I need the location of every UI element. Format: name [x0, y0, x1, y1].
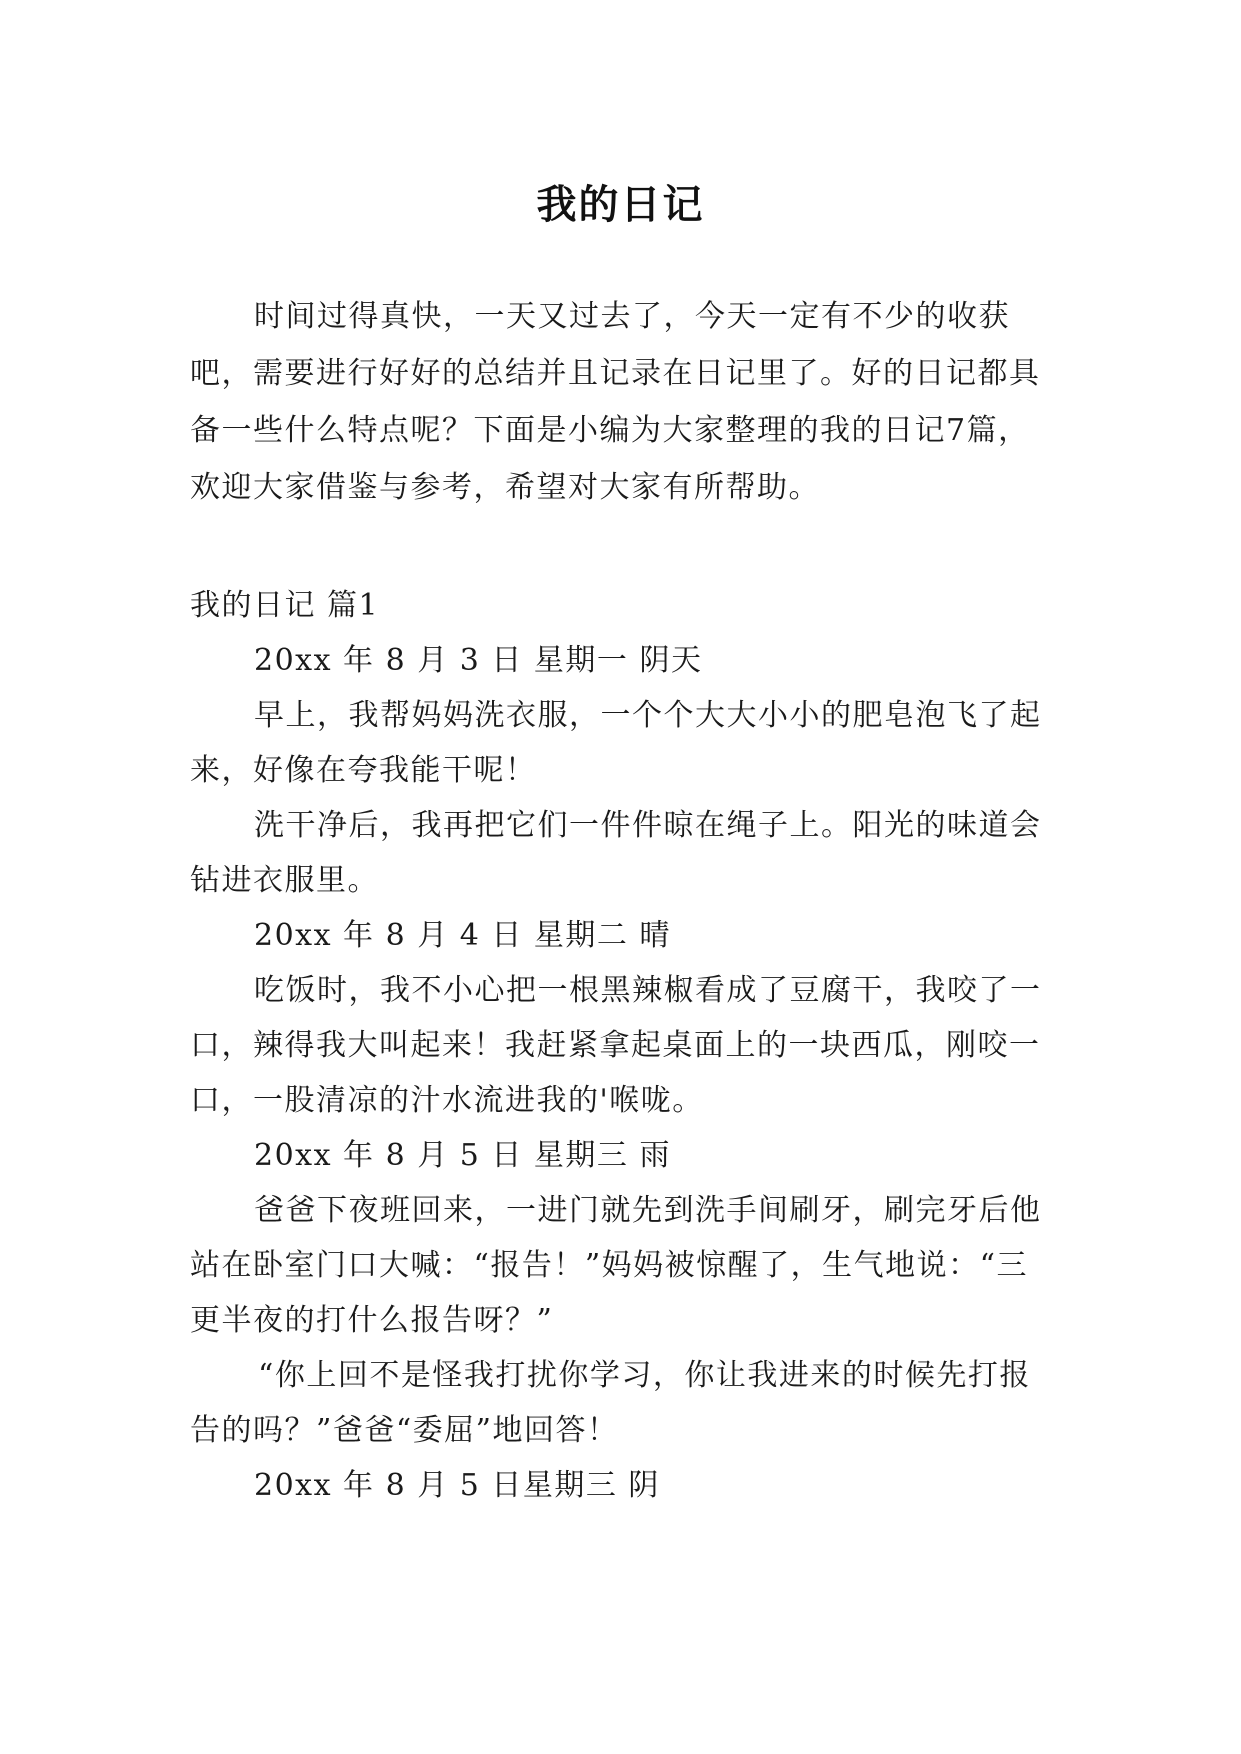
diary-date-line: 20xx 年 8 月 5 日 星期三 雨 [254, 1138, 671, 1173]
diary-content [190, 578, 1050, 1513]
diary-paragraph: 爸爸下夜班回来，一进门就先到洗手间刷牙，刷完牙后他站在卧室门口大喊：“报告！”妈妈被惊醒了，生气地说：“三更半夜的打什么报告呀？” [190, 1193, 1042, 1338]
section-heading: 我的日记 篇1 [190, 588, 380, 623]
diary-paragraph: “你上回不是怪我打扰你学习，你让我进来的时候先打报告的吗？”爸爸“委屈”地回答！ [190, 1358, 1031, 1448]
diary-date-line: 20xx 年 8 月 3 日 星期一 阴天 [254, 643, 703, 678]
document-title: 我的日记 [536, 181, 705, 228]
diary-paragraph: 洗干净后，我再把它们一件件晾在绳子上。阳光的味道会钻进衣服里。 [190, 808, 1042, 898]
diary-date-line: 20xx 年 8 月 4 日 星期二 晴 [254, 918, 671, 953]
diary-paragraph: 吃饭时，我不小心把一根黑辣椒看成了豆腐干，我咬了一口，辣得我大叫起来！我赶紧拿起桌面上的一块西瓜，刚咬一口，一股清凉的汁水流进我的'喉咙。 [190, 973, 1042, 1118]
intro-paragraph: 时间过得真快，一天又过去了，今天一定有不少的收获吧，需要进行好好的总结并且记录在日记里了。好的日记都具备一些什么特点呢？下面是小编为大家整理的我的日记7篇，欢迎大家借鉴与参考，希望对大家有所帮助。 [190, 299, 1041, 505]
diary-paragraph: 早上，我帮妈妈洗衣服，一个个大大小小的肥皂泡飞了起来，好像在夸我能干呢！ [190, 698, 1042, 788]
diary-date-line: 20xx 年 8 月 5 日星期三 阴 [254, 1468, 660, 1503]
